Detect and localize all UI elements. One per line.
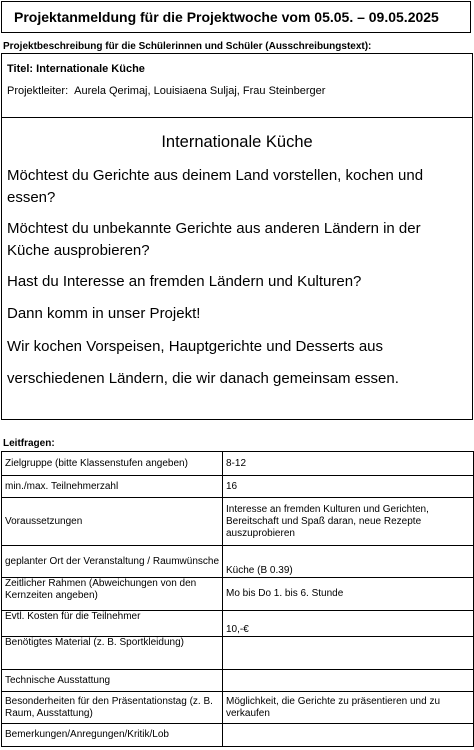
project-title: Titel: Internationale Küche [7, 63, 145, 75]
advert-paragraph: Hast du Interesse an fremden Ländern und Kulturen? [7, 273, 362, 290]
table-row [2, 724, 474, 747]
table-row [2, 637, 474, 670]
description-label: Projektbeschreibung für die Schülerinnen und Schüler (Ausschreibungstext): [3, 41, 372, 52]
advert-headline: Internationale Küche [161, 133, 313, 151]
row-label: Technische Ausstattung [2, 670, 223, 692]
project-leaders-names: Aurela Qerimaj, Louisiaena Suljaj, Frau Steinberger [74, 85, 326, 97]
table-row [2, 498, 474, 546]
row-value[interactable]: 16 [223, 476, 474, 498]
table-row [2, 452, 474, 476]
row-value[interactable]: Möglichkeit, die Gerichte zu präsentieren und zu verkaufen [223, 692, 474, 724]
row-label: min./max. Teilnehmerzahl [2, 476, 223, 498]
project-description-box [1, 53, 473, 420]
row-value[interactable]: 8-12 [223, 452, 474, 476]
table-row [2, 611, 474, 637]
page-title: Projektanmeldung für die Projektwoche vom 05.05. – 09.05.2025 [1, 1, 471, 33]
project-leaders-label: Projektleiter: [7, 85, 69, 97]
advert-paragraph: verschiedenen Ländern, die wir danach gemeinsam essen. [7, 370, 399, 387]
table-row [2, 670, 474, 692]
project-leaders-row [7, 85, 325, 97]
row-label: Zielgruppe (bitte Klassenstufen angeben) [2, 452, 223, 476]
table-row [2, 546, 474, 578]
project-info-section [2, 54, 472, 118]
row-value[interactable]: Interesse an fremden Kulturen und Gerichten, Bereitschaft und Spaß daran, neue Rezepte auszuprobieren [223, 498, 474, 546]
advert-paragraph: Möchtest du Gerichte aus deinem Land vorstellen, kochen und essen? [7, 167, 424, 206]
row-label: geplanter Ort der Veranstaltung / Raumwünsche [2, 546, 223, 578]
table-row [2, 578, 474, 611]
row-value[interactable] [223, 724, 474, 747]
row-value[interactable]: 10,-€ [223, 611, 474, 637]
row-value[interactable] [223, 637, 474, 670]
table-row [2, 476, 474, 498]
row-label: Zeitlicher Rahmen (Abweichungen von den Kernzeiten angeben) [2, 578, 223, 611]
row-label: Benötigtes Material (z. B. Sportkleidung) [2, 637, 223, 670]
guide-table [1, 451, 474, 747]
table-row [2, 692, 474, 724]
row-value[interactable] [223, 670, 474, 692]
advert-paragraph: Dann komm in unser Projekt! [7, 305, 201, 322]
row-value[interactable]: Küche (B 0.39) [223, 546, 474, 578]
advert-paragraph: Möchtest du unbekannte Gerichte aus anderen Ländern in der Küche ausprobieren? [7, 220, 421, 259]
row-label: Voraussetzungen [2, 498, 223, 546]
guide-label: Leitfragen: [3, 438, 55, 449]
row-label: Bemerkungen/Anregungen/Kritik/Lob [2, 724, 223, 747]
row-label: Evtl. Kosten für die Teilnehmer [2, 611, 223, 637]
row-label: Besonderheiten für den Präsentationstag (z. B. Raum, Ausstattung) [2, 692, 223, 724]
advert-paragraph: Wir kochen Vorspeisen, Hauptgerichte und Desserts aus [7, 338, 384, 355]
row-value[interactable]: Mo bis Do 1. bis 6. Stunde [223, 578, 474, 611]
